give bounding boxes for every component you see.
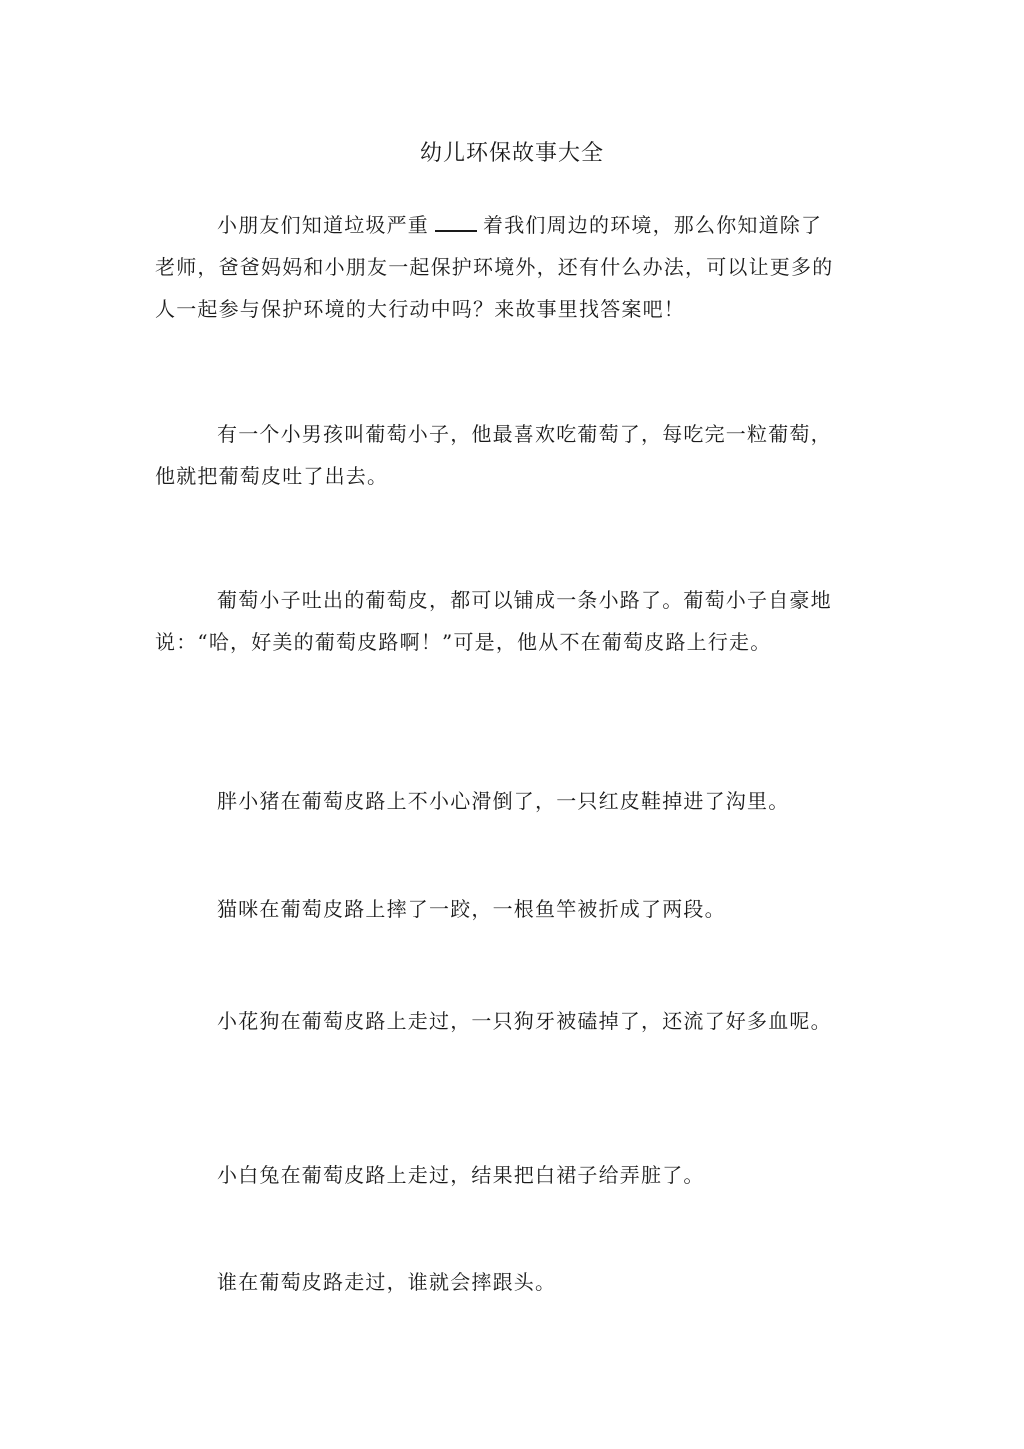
intro-text-before-blank: 小朋友们知道垃圾严重: [217, 213, 429, 237]
intro-text-after-blank: 着我们周边的环境，那么你知道除了老师，爸爸妈妈和小朋友一起保护环境外，还有什么办法，可以让更多的人一起参与保护环境的大行动中吗？来故事里找答案吧！: [155, 213, 834, 321]
fill-in-blank: [435, 212, 477, 232]
story-paragraph-5: 小花狗在葡萄皮路上走过，一只狗牙被磕掉了，还流了好多血呢。: [217, 1009, 832, 1033]
story-paragraph-3: 胖小猪在葡萄皮路上不小心滑倒了，一只红皮鞋掉进了沟里。: [217, 789, 790, 813]
story-paragraph-2: 葡萄小子吐出的葡萄皮，都可以铺成一条小路了。葡萄小子自豪地说：“哈，好美的葡萄皮路啊！”可是，他从不在葡萄皮路上行走。: [155, 588, 832, 654]
story-paragraph-7: 谁在葡萄皮路走过，谁就会摔跟头。: [217, 1270, 557, 1294]
document-title: 幼儿环保故事大全: [419, 141, 604, 166]
story-paragraph-1: 有一个小男孩叫葡萄小子，他最喜欢吃葡萄了，每吃完一粒葡萄，他就把葡萄皮吐了出去。: [155, 422, 832, 488]
story-paragraph-4: 猫咪在葡萄皮路上摔了一跤，一根鱼竿被折成了两段。: [217, 897, 726, 921]
intro-paragraph: [155, 204, 835, 330]
story-paragraph-6: 小白兔在葡萄皮路上走过，结果把白裙子给弄脏了。: [217, 1163, 705, 1187]
